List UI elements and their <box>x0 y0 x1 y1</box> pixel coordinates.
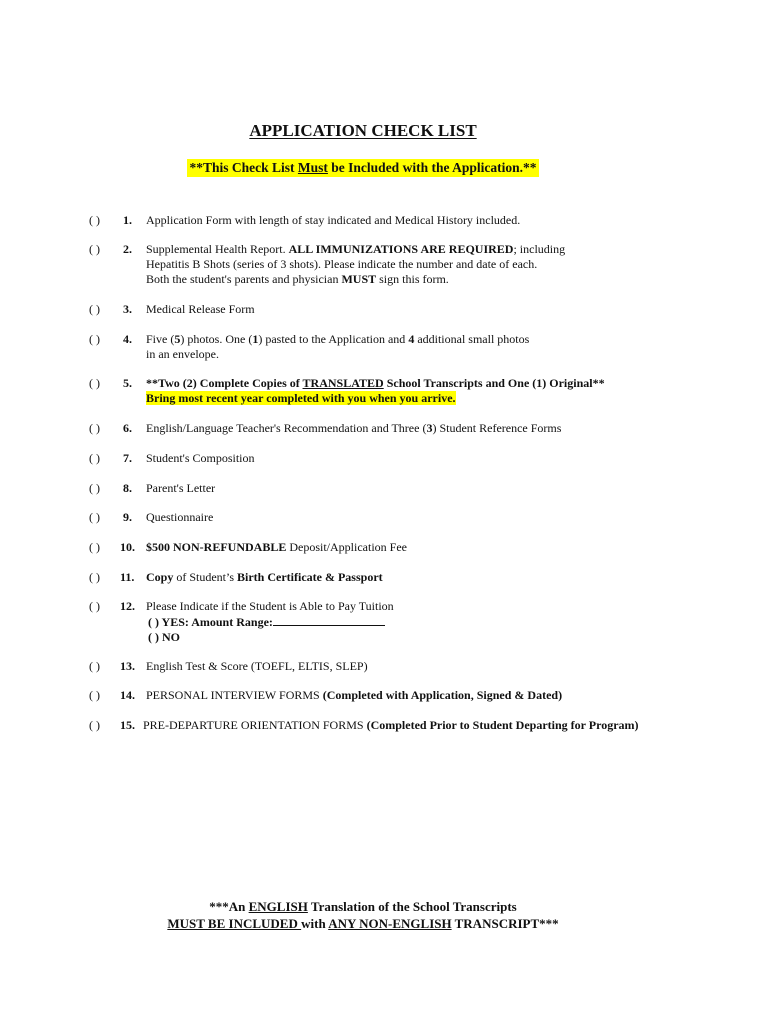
amount-range-blank[interactable] <box>273 614 385 626</box>
item-line: Please Indicate if the Student is Able to Pay Tuition <box>146 599 394 613</box>
text-run-underline: MUST BE INCLUDED <box>167 916 302 931</box>
item-text <box>146 688 746 703</box>
checkbox-paren[interactable]: ( ) <box>89 213 100 227</box>
subtitle-must: Must <box>297 160 328 175</box>
checkbox-paren[interactable]: ( ) <box>89 332 100 346</box>
no-option[interactable]: ( ) NO <box>148 630 180 644</box>
item-text: Medical Release Form <box>146 302 255 316</box>
item-number: 5. <box>123 376 132 390</box>
item-text: Parent's Letter <box>146 481 216 495</box>
item-number: 11. <box>120 570 135 584</box>
item-number: 12. <box>120 599 135 613</box>
text-run: Both the student's parents and physician <box>146 272 342 286</box>
highlighted-note: Bring most recent year completed with you when you arrive. <box>146 391 456 405</box>
text-run: PERSONAL INTERVIEW FORMS <box>146 688 323 702</box>
item-text: Student's Composition <box>146 451 255 465</box>
yes-option[interactable] <box>146 614 746 630</box>
checkbox-paren[interactable]: ( ) <box>89 659 100 673</box>
item-number: 2. <box>123 242 132 256</box>
item-line <box>146 272 746 287</box>
text-run-bold: MUST <box>341 272 377 286</box>
text-run: English/Language Teacher's Recommendation and Three ( <box>146 421 427 435</box>
checkbox-paren[interactable]: ( ) <box>89 451 100 465</box>
text-run: ) photos. One ( <box>180 332 253 346</box>
item-number: 3. <box>123 302 132 316</box>
text-run: ; including <box>513 242 566 256</box>
text-run: ***An <box>209 899 249 914</box>
text-run-bold: 5 <box>174 332 181 346</box>
text-run-bold: **Two (2) Complete Copies of <box>146 376 303 390</box>
text-run: additional small photos <box>414 332 530 346</box>
text-run: ) Student Reference Forms <box>432 421 562 435</box>
item-text <box>146 599 746 645</box>
text-run-bold: Birth Certificate & Passport <box>237 570 383 584</box>
item-number: 9. <box>123 510 132 524</box>
text-run-bold: $500 NON-REFUNDABLE <box>146 540 287 554</box>
text-run-bold: Copy <box>146 570 174 584</box>
item-line <box>146 332 746 347</box>
item-number: 14. <box>120 688 135 702</box>
subtitle-text: **This Check List <box>189 160 298 175</box>
text-run: sign this form. <box>376 272 449 286</box>
checkbox-paren[interactable]: ( ) <box>89 242 100 256</box>
item-number: 10. <box>120 540 135 554</box>
item-line <box>146 376 746 391</box>
item-text <box>146 332 746 362</box>
item-text <box>146 540 746 555</box>
checkbox-paren[interactable]: ( ) <box>89 302 100 316</box>
text-run: TRANSCRIPT*** <box>451 916 559 931</box>
checkbox-paren[interactable]: ( ) <box>89 540 100 554</box>
item-line <box>146 391 746 406</box>
item-text <box>146 376 746 406</box>
text-run-underline: ENGLISH <box>248 899 308 914</box>
item-number: 7. <box>123 451 132 465</box>
item-number: 1. <box>123 213 132 227</box>
checkbox-paren[interactable]: ( ) <box>89 718 100 732</box>
footer-line-1 <box>0 898 726 915</box>
text-run-bold: (Completed with Application, Signed & Dated) <box>322 688 563 702</box>
checkbox-paren[interactable]: ( ) <box>89 570 100 584</box>
text-run: of Student’s <box>173 570 238 584</box>
text-run: Five ( <box>146 332 175 346</box>
subtitle-text-end: be Included with the Application.** <box>327 160 537 175</box>
item-text <box>146 570 746 585</box>
checkbox-paren[interactable]: ( ) <box>89 688 100 702</box>
item-number: 4. <box>123 332 132 346</box>
text-run-bold: School Transcripts and One (1) Original** <box>383 376 605 390</box>
item-text: Application Form with length of stay indicated and Medical History included. <box>146 213 521 227</box>
checkbox-paren[interactable]: ( ) <box>89 510 100 524</box>
page-title: APPLICATION CHECK LIST <box>249 121 477 140</box>
checkbox-paren[interactable]: ( ) <box>89 421 100 435</box>
checkbox-paren[interactable]: ( ) <box>89 481 100 495</box>
text-run: Translation of the School Transcripts <box>307 899 517 914</box>
text-run: with <box>301 916 329 931</box>
item-text <box>143 718 743 733</box>
text-run-bold: 1 <box>252 332 259 346</box>
item-text <box>146 421 746 436</box>
footer-line-2 <box>0 915 726 932</box>
text-run-bold: 4 <box>408 332 415 346</box>
subtitle-highlight <box>187 159 540 177</box>
text-run-underline: TRANSLATED <box>302 376 384 390</box>
yes-option-label: ( ) YES: Amount Range: <box>148 615 273 629</box>
item-text <box>146 242 746 287</box>
text-run-bold: 3 <box>426 421 433 435</box>
item-number: 15. <box>120 718 135 732</box>
subtitle-row <box>0 159 726 177</box>
item-line <box>146 242 746 257</box>
item-number: 8. <box>123 481 132 495</box>
item-number: 6. <box>123 421 132 435</box>
checkbox-paren[interactable]: ( ) <box>89 599 100 613</box>
footer-note <box>0 898 726 932</box>
text-run-bold: ALL IMMUNIZATIONS ARE REQUIRED <box>288 242 514 256</box>
item-line: in an envelope. <box>146 347 219 361</box>
text-run: Deposit/Application Fee <box>286 540 407 554</box>
text-run: Supplemental Health Report. <box>146 242 289 256</box>
item-line: Hepatitis B Shots (series of 3 shots). Please indicate the number and date of each. <box>146 257 538 271</box>
checkbox-paren[interactable]: ( ) <box>89 376 100 390</box>
item-number: 13. <box>120 659 135 673</box>
text-run: ) pasted to the Application and <box>258 332 409 346</box>
text-run-bold: (Completed Prior to Student Departing for Program) <box>366 718 639 732</box>
item-text: Questionnaire <box>146 510 214 524</box>
item-text: English Test & Score (TOEFL, ELTIS, SLEP) <box>146 659 368 673</box>
text-run-underline: ANY NON-ENGLISH <box>328 916 452 931</box>
text-run: PRE-DEPARTURE ORIENTATION FORMS <box>143 718 367 732</box>
